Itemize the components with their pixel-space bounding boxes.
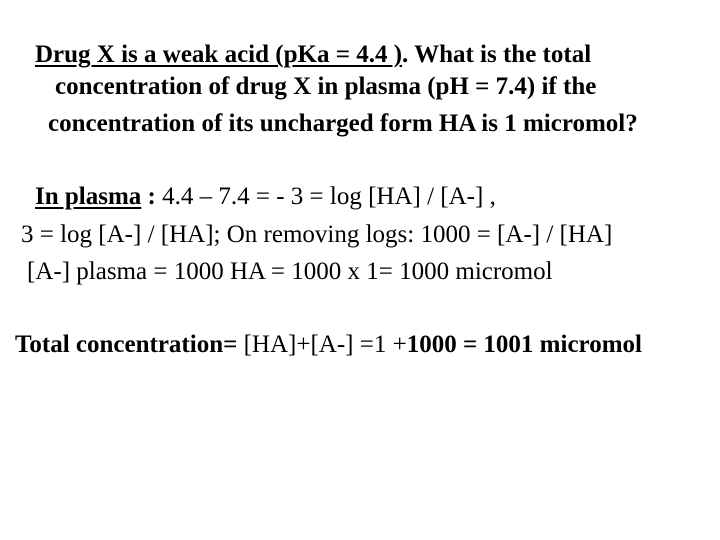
question-line-1: [35, 40, 591, 70]
solution-line-2: 3 = log [A-] / [HA]; On removing logs: 1000 = [A-] / [HA]: [21, 221, 613, 248]
solution-line-1-rest: 4.4 – 7.4 = - 3 = log [HA] / [A-] ,: [162, 183, 496, 210]
solution-label-separator: :: [141, 183, 163, 210]
question-line-2: concentration of drug X in plasma (pH = 7.4) if the: [55, 73, 597, 100]
question-line-3: concentration of its uncharged form HA is 1 micromol?: [48, 110, 638, 137]
question-title: Drug X is a weak acid (pKa = 4.4 ): [35, 41, 403, 68]
question-line-1-rest: . What is the total: [402, 41, 592, 68]
total-label: Total concentration=: [15, 331, 238, 358]
total-expr-a: [HA]+[A-] =1 +: [237, 331, 407, 358]
solution-line-1: [35, 182, 496, 212]
total-line: [15, 330, 642, 360]
solution-label: In plasma: [35, 183, 142, 210]
solution-line-3: [A-] plasma = 1000 HA = 1000 x 1= 1000 micromol: [27, 258, 553, 285]
total-expr-b: 1000 = 1001 micromol: [406, 331, 642, 358]
